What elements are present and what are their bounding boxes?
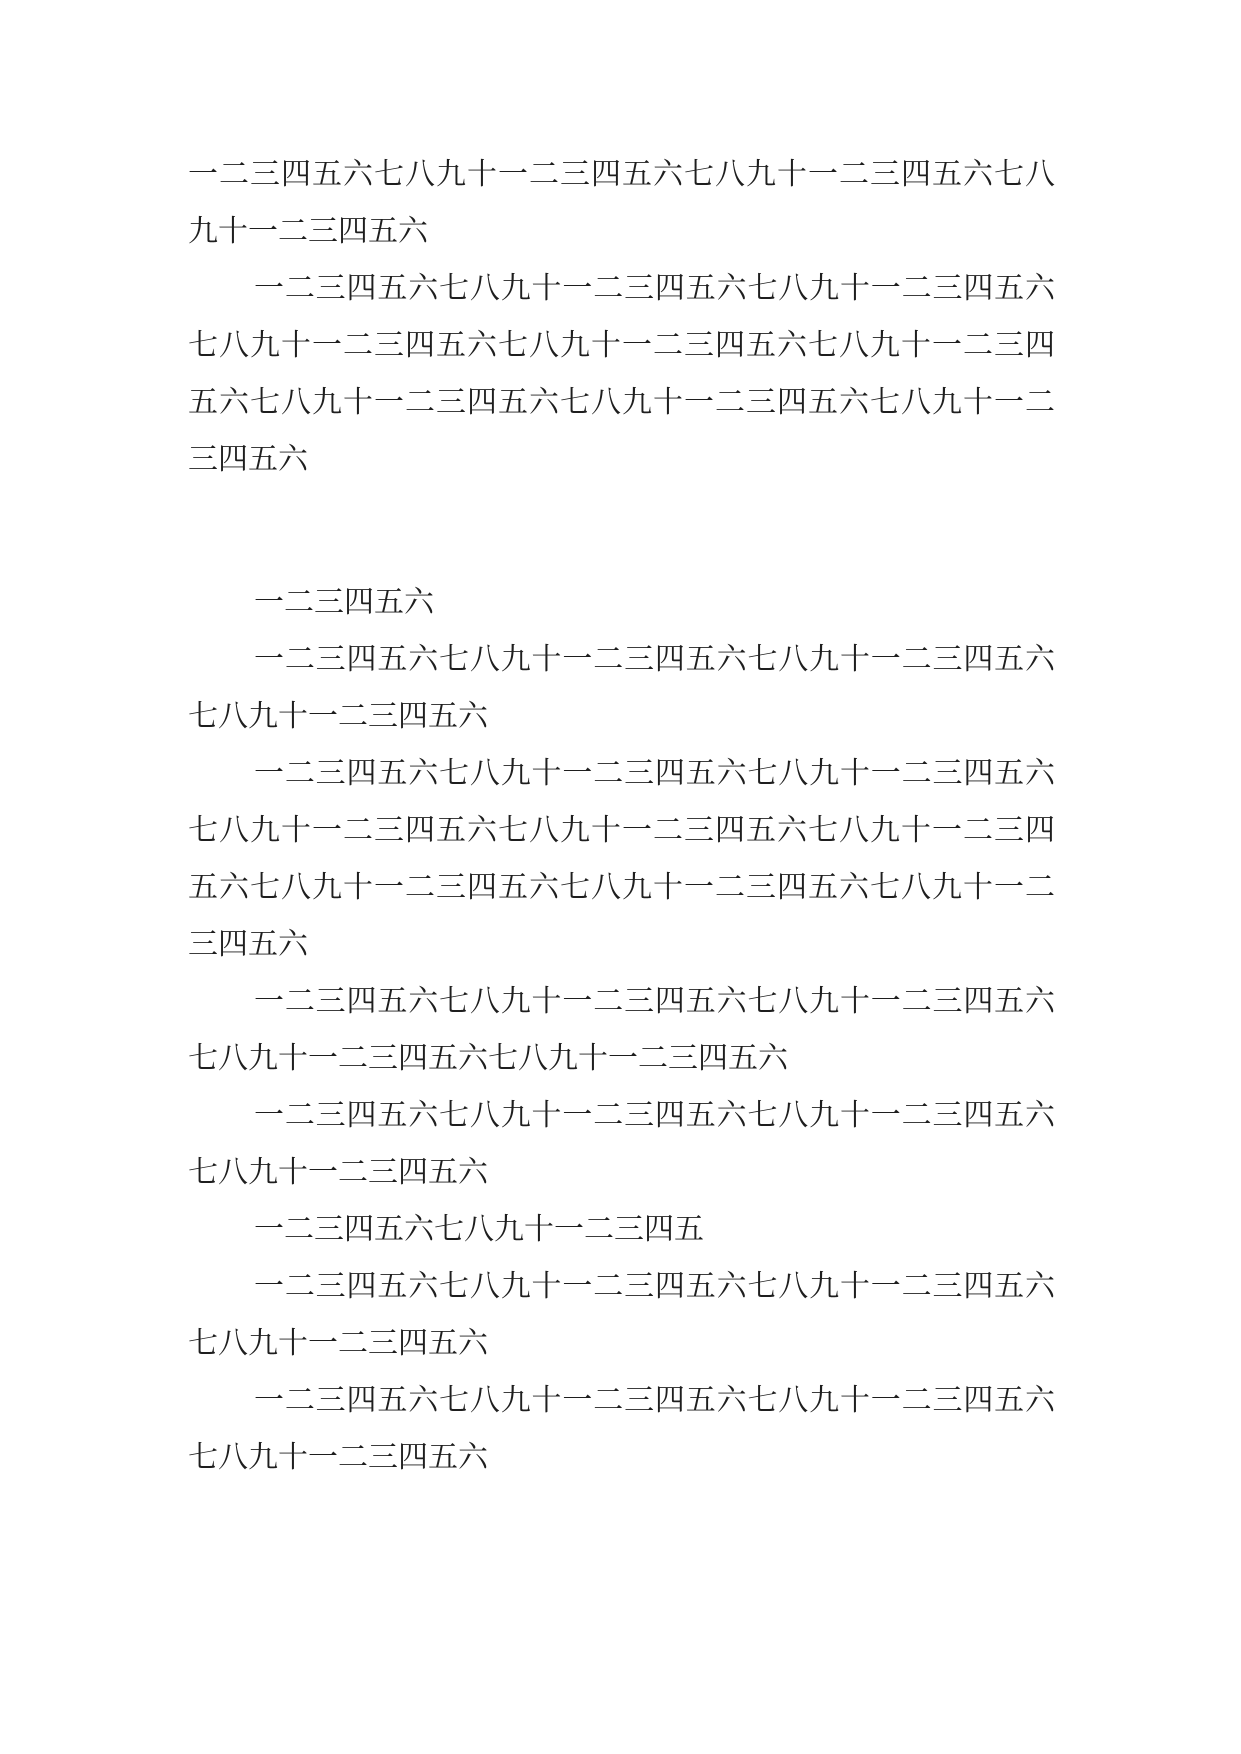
paragraph: 一二三四五六七八九十一二三四五六七八九十一二三四五六七八九十一二三四五六 bbox=[188, 157, 1055, 249]
paragraph: 一二三四五六七八九十一二三四五六七八九十一二三四五六七八九十一二三四五六七八九十一二三四五六七八九十一二三四五六七八九十一二三四五六七八九十一二三四五六七八九十一二三四五六 bbox=[188, 756, 1055, 962]
paragraph: 一二三四五六七八九十一二三四五 bbox=[254, 1212, 704, 1247]
section-spacer bbox=[188, 488, 1055, 574]
paragraph: 一二三四五六七八九十一二三四五六七八九十一二三四五六七八九十一二三四五六 bbox=[188, 1269, 1055, 1361]
paragraph: 一二三四五六七八九十一二三四五六七八九十一二三四五六七八九十一二三四五六 bbox=[188, 1383, 1055, 1475]
document-body bbox=[188, 146, 1055, 1486]
paragraph: 一二三四五六七八九十一二三四五六七八九十一二三四五六七八九十一二三四五六七八九十一二三四五六七八九十一二三四五六七八九十一二三四五六七八九十一二三四五六七八九十一二三四五六 bbox=[188, 271, 1055, 477]
paragraph: 一二三四五六七八九十一二三四五六七八九十一二三四五六七八九十一二三四五六 bbox=[188, 1098, 1055, 1190]
section-heading: 一二三四五六 bbox=[254, 585, 434, 620]
paragraph: 一二三四五六七八九十一二三四五六七八九十一二三四五六七八九十一二三四五六七八九十一二三四五六 bbox=[188, 984, 1055, 1076]
paragraph: 一二三四五六七八九十一二三四五六七八九十一二三四五六七八九十一二三四五六 bbox=[188, 642, 1055, 734]
